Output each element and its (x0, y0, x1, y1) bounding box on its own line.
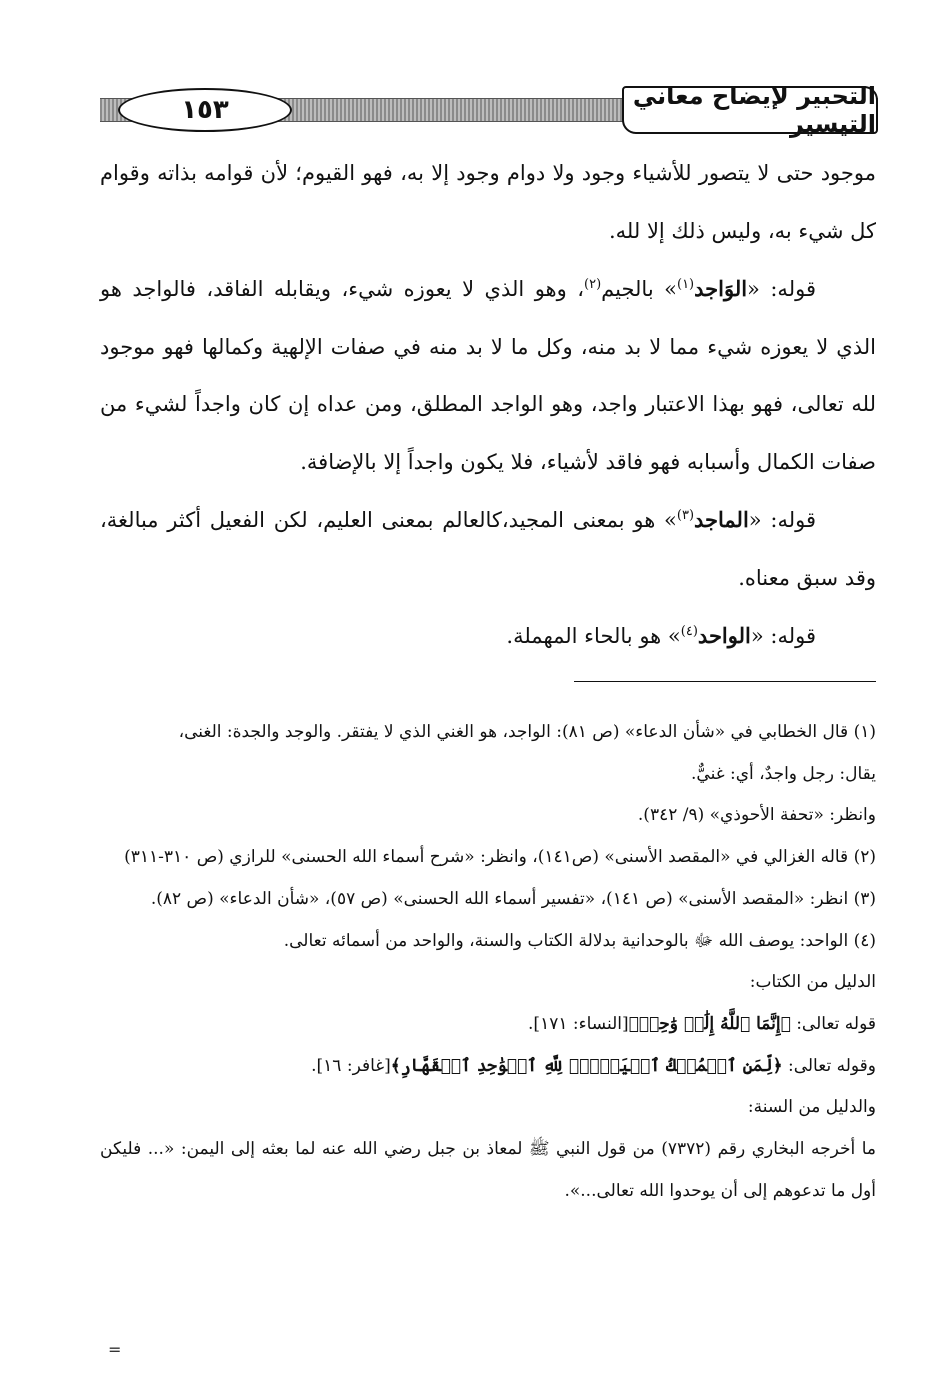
main-text (100, 145, 876, 666)
footnote-1-line-2: يقال: رجل واجدٌ، أي: غنيٌّ. (691, 763, 876, 784)
footnote-4: (٤) الواحد: يوصف الله ﷻ بالوحدانية بدلالة الكتاب والسنة، والواحد من أسمائه تعالى. (283, 930, 876, 951)
term-wajid: الوَاجد (694, 276, 748, 301)
sunnah-evidence-heading: والدليل من السنة: (747, 1097, 876, 1118)
verse-reference: [غافر: ١٦]. (311, 1055, 391, 1076)
verse-intro: قوله تعالى: (790, 1013, 876, 1034)
paragraph-2 (100, 260, 876, 491)
footnote-1: (١) قال الخطابي في «شأن الدعاء» (ص ٨١): الواجد، هو الغني الذي لا يفتقر. والوجد والجدة: الغنى، (178, 722, 876, 742)
page-header (100, 82, 878, 138)
page-mark: = (108, 1340, 122, 1359)
footnote-ref-2: (٢) (584, 277, 602, 292)
quran-verse: ﴿لِّمَنِ ٱلۡمُلۡكُ ٱلۡيَوۡمَۖ لِلَّهِ ٱلۡوَٰحِدِ ٱلۡقَهَّارِ﴾ (390, 1055, 783, 1076)
term-majid: الماجد (694, 507, 749, 532)
footnote-divider (574, 681, 876, 682)
paragraph-4 (100, 607, 876, 666)
paragraph-1: موجود حتى لا يتصور للأشياء وجود ولا دوام وجود إلا به، فهو القيوم؛ لأن قوامه بذاته وقوام كل شيء به، وليس ذلك إلا لله. (100, 161, 876, 243)
quote-open: قوله: « (747, 277, 816, 301)
quran-verse: ﴿إِنَّمَا ٱللَّهُ إِلَٰهٞ وَٰحِدٞ﴾ (628, 1013, 791, 1034)
footnote-3: (٣) انظر: «المقصد الأسنى» (ص ١٤١)، «تفسير أسماء الله الحسنى» (ص ٥٧)، «شأن الدعاء» (ص ٨٢). (150, 888, 876, 909)
text-segment: ، وهو الذي لا يعوزه شيء، ويقابله الفاقد، فالواجد هو الذي لا يعوزه شيء مما لا بد منه، وكل ما لا بد منه في صفات الإلهية وكمالها فهو موجود لله تعالى، فهو بهذا الاعتبار واجد، وهو الواجد المطلق، ومن عداه إن كان واجداً لشيء من صفات الكمال وأسبابه فهو فاقد لأشياء، فلا يكون واجداً إلا بالإضافة. (100, 277, 876, 474)
footnote-1-line-3: وانظر: «تحفة الأحوذي» (٩/ ٣٤٢). (637, 805, 876, 826)
verse-2-line (100, 1046, 876, 1088)
footnote-ref-1: (١) (676, 277, 695, 292)
hadith-text: ما أخرجه البخاري رقم (٧٣٧٢) من قول النبي ﷺ لمعاذ بن جبل رضي الله عنه لما بعثه إلى اليمن: «... فليكن أول ما تدعوهم إلى أن يوحدوا الله تعالى...». (100, 1139, 876, 1201)
term-wahid: الواحد (697, 623, 751, 648)
verse-1-line (100, 1004, 876, 1046)
text-segment: » بالجيم (601, 277, 677, 301)
verse-reference: [النساء: ١٧١]. (528, 1013, 629, 1034)
quote-open: قوله: « (748, 508, 816, 532)
footnotes (100, 712, 876, 1212)
book-evidence-heading: الدليل من الكتاب: (749, 972, 876, 993)
text-segment: » هو بمعنى المجيد،كالعالم بمعنى العليم، لكن الفعيل أكثر مبالغة، وقد سبق معناه. (100, 508, 876, 590)
verse-intro: وقوله تعالى: (782, 1055, 876, 1076)
paragraph-3 (100, 491, 876, 607)
text-segment: » هو بالحاء المهملة. (506, 624, 681, 648)
footnote-2: (٢) قاله الغزالي في «المقصد الأسنى» (ص١٤١)، وانظر: «شرح أسماء الله الحسنى» للرازي (ص ٣١٠-٣١١) (124, 847, 876, 868)
footnote-ref-3: (٣) (676, 508, 695, 523)
page-number: ١٥٣ (118, 88, 292, 132)
quote-open: قوله: « (750, 624, 816, 648)
book-title: التحبير لإيضاح معاني التيسير (622, 86, 878, 134)
footnote-ref-4: (٤) (680, 624, 698, 639)
